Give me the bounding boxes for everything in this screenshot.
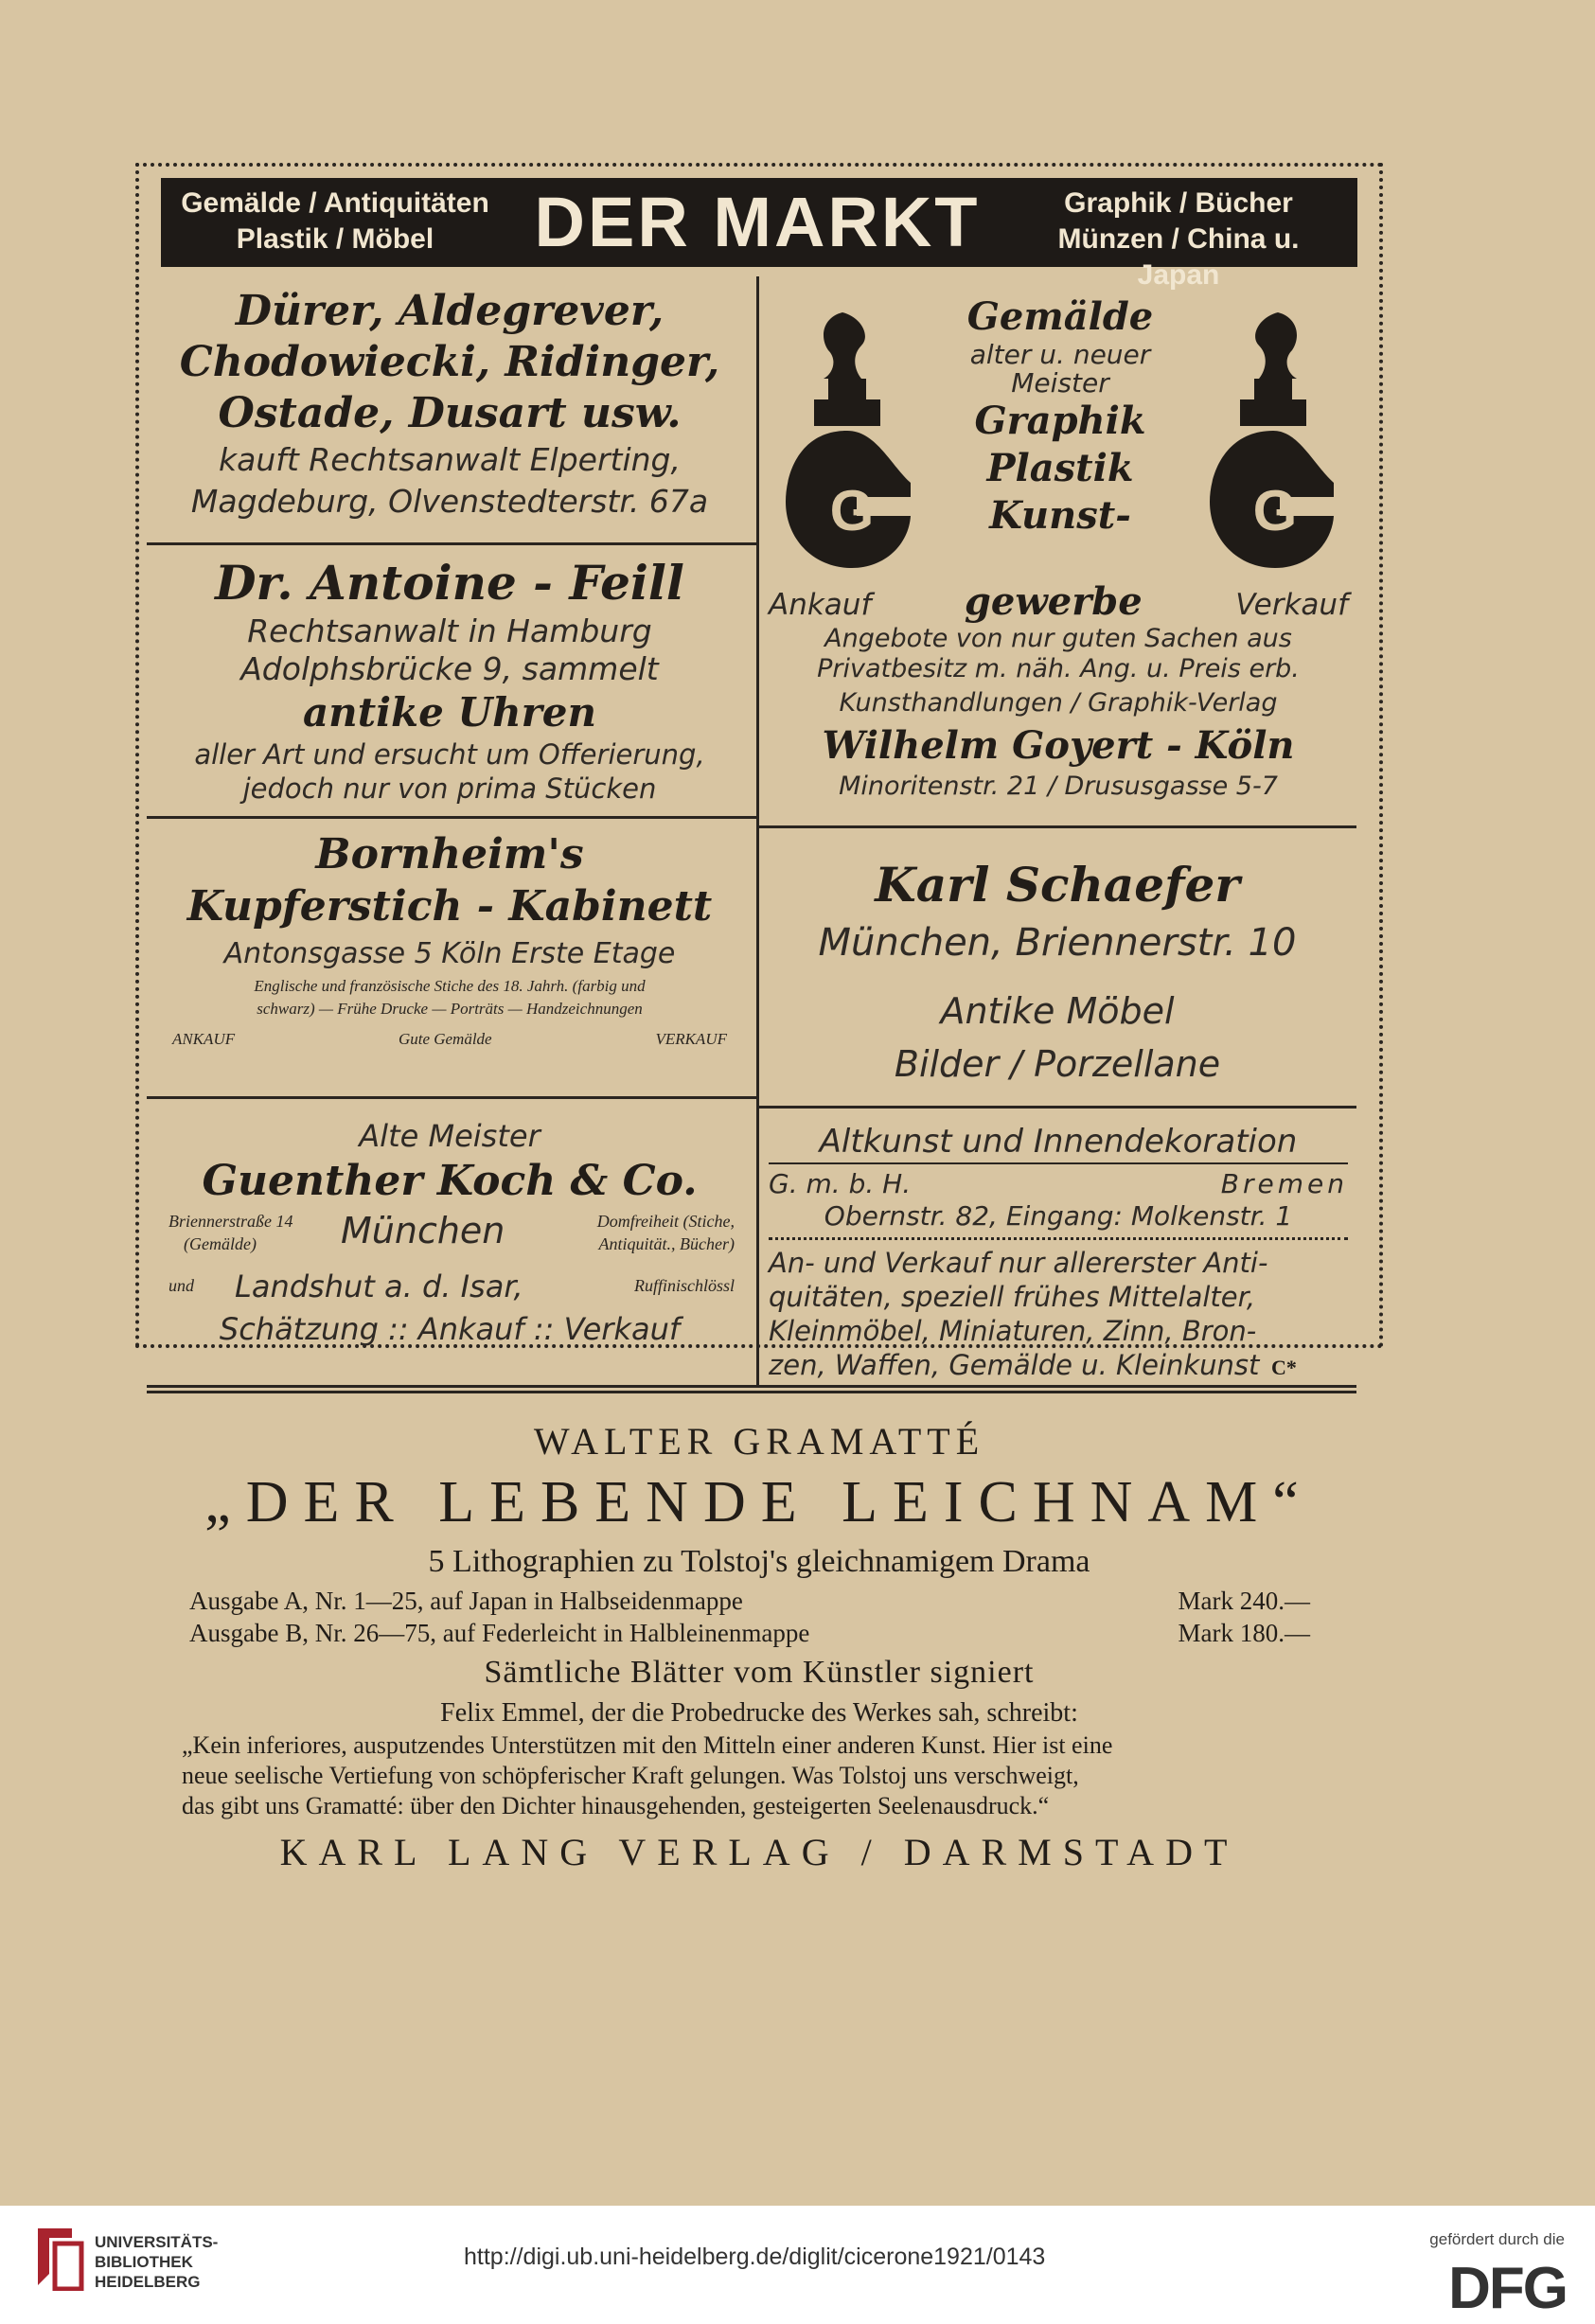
header-right — [1013, 186, 1344, 293]
ad3-ankauf-row — [769, 579, 1348, 624]
ad7-line3: An- und Verkauf nur allererster Anti- — [769, 1247, 1268, 1279]
ad8-edA: Ausgabe A, Nr. 1—25, auf Japan in Halbseidenmappe — [189, 1587, 743, 1615]
ad7-line4: quitäten, speziell frühes Mittelalter, — [769, 1281, 1256, 1313]
ad3-line5: Plastik — [986, 446, 1134, 490]
ad7-line6: zen, Waffen, Gemälde u. Kleinkunst — [769, 1349, 1260, 1381]
ad6-line1: Alte Meister — [359, 1118, 541, 1154]
ad1-line5: Magdeburg, Olvenstedterstr. 67a — [190, 483, 709, 520]
ad1-line2: Chodowiecki, Ridinger, — [179, 338, 720, 386]
ad-karl-schaefer — [765, 856, 1350, 1091]
header-left-line1: Gemälde / Antiquitäten — [181, 187, 489, 219]
university-line1: UNIVERSITÄTS- — [95, 2233, 219, 2251]
ad8-title: „DER LEBENDE LEICHNAM“ — [204, 1470, 1314, 1535]
ad7-line2: Obernstr. 82, Eingang: Molkenstr. 1 — [769, 1199, 1348, 1240]
ad8-author: WALTER GRAMATTÉ — [533, 1420, 985, 1463]
ad3-line6: Kunst- — [989, 493, 1131, 538]
ad8-edition-b — [161, 1617, 1357, 1649]
ad5-line3: Antike Möbel — [940, 990, 1175, 1032]
ad6-city: München — [341, 1210, 505, 1251]
g-logo-right-icon — [1207, 293, 1335, 577]
ad6-landshut-row — [151, 1268, 748, 1306]
ad2-line4: antike Uhren — [302, 689, 597, 736]
ad-goyert-lower — [769, 579, 1348, 804]
ad7-line5: Kleinmöbel, Miniaturen, Zinn, Bron- — [769, 1315, 1257, 1347]
ad8-edB: Ausgabe B, Nr. 26—75, auf Federleicht in Halbleinenmappe — [189, 1619, 810, 1647]
ad7-gmbh: G. m. b. H. — [769, 1168, 912, 1199]
ad8-edB-price: Mark 180.— — [1178, 1619, 1310, 1647]
g-logo-right-letter: G — [1252, 479, 1298, 542]
ad3-line10: Kunsthandlungen / Graphik-Verlag — [839, 688, 1278, 718]
ad8-subtitle: 5 Lithographien zu Tolstoj's gleichnamigem Drama — [428, 1544, 1090, 1579]
ad3-line7: gewerbe — [964, 579, 1143, 624]
ad6-line2: Guenther Koch & Co. — [202, 1157, 698, 1205]
ad8-publisher: KARL LANG VERLAG / DARMSTADT — [279, 1831, 1239, 1873]
ad4-line5: schwarz) — Frühe Drucke — Porträts — Handzeichnungen — [257, 1000, 643, 1018]
column-divider — [756, 276, 759, 1386]
divider-ad4 — [147, 1096, 756, 1099]
ad3-verkauf: Verkauf — [1235, 588, 1348, 622]
ad4-verkauf: VERKAUF — [655, 1030, 727, 1048]
ad6-left-b: (Gemälde) — [184, 1234, 257, 1253]
ad-altkunst — [769, 1121, 1348, 1382]
ad5-line4: Bilder / Porzellane — [894, 1043, 1221, 1085]
footer-bar — [0, 2206, 1595, 2324]
ad2-line5: aller Art und ersucht um Offerierung, — [194, 738, 705, 771]
ad3-line2: alter u. neuer — [969, 339, 1151, 370]
ad6-right-b: Antiquität., Bücher) — [598, 1234, 735, 1253]
ad6-und: und — [168, 1276, 194, 1295]
ad-gramatte — [161, 1418, 1357, 1884]
university-line3: HEIDELBERG — [95, 2273, 201, 2291]
header-right-line1: Graphik / Bücher — [1064, 187, 1293, 219]
ad3-line9: Privatbesitz m. näh. Ang. u. Preis erb. — [817, 654, 1300, 683]
divider-ad5 — [756, 1106, 1356, 1109]
g-logo-left-icon — [786, 293, 913, 577]
page-mark: C* — [1271, 1356, 1297, 1379]
market-header — [161, 178, 1357, 291]
ad4-mid: Gute Gemälde — [398, 1030, 492, 1048]
ad3-line3: Meister — [1011, 367, 1109, 399]
source-url-link[interactable]: http://digi.ub.uni-heidelberg.de/diglit/cicerone1921/0143 — [464, 2244, 1046, 2270]
ad4-line2: Kupferstich - Kabinett — [186, 882, 713, 931]
ad7-bremen: Bremen — [1220, 1168, 1348, 1199]
g-logo-left-letter: G — [829, 479, 875, 542]
ad6-left-a: Briennerstraße 14 — [168, 1212, 293, 1231]
ad8-signed: Sämtliche Blätter vom Künstler signiert — [484, 1655, 1035, 1690]
ad7-gmbh-row — [769, 1168, 1348, 1199]
ad-goyert-center — [923, 293, 1197, 540]
university-line2: BIBLIOTHEK — [95, 2253, 193, 2271]
divider-bottom-2 — [147, 1391, 1356, 1393]
ad3-ankauf: Ankauf — [769, 588, 872, 622]
divider-ad2 — [147, 816, 756, 819]
university-logo-icon — [34, 2226, 85, 2291]
ad8-quote-intro: Felix Emmel, der die Probedrucke des Werkes sah, schreibt: — [440, 1698, 1078, 1728]
ad-antoine-feill — [151, 554, 748, 806]
divider-ad1 — [147, 542, 756, 545]
ad-guenther-koch — [151, 1117, 748, 1352]
ad6-landshut: Landshut a. d. Isar, — [235, 1268, 523, 1304]
ad5-line2: München, Briennerstr. 10 — [818, 921, 1297, 965]
ad4-ankauf: ANKAUF — [172, 1030, 236, 1048]
ad2-line1: Dr. Antoine - Feill — [215, 555, 684, 611]
support-text: gefördert durch die — [1429, 2230, 1565, 2248]
university-name — [95, 2232, 218, 2292]
ad4-bottom-row — [151, 1020, 748, 1049]
ad3-line4: Graphik — [974, 399, 1146, 443]
divider-ad3 — [756, 825, 1356, 828]
ad1-line3: Ostade, Dusart usw. — [218, 389, 682, 437]
ad2-line3: Adolphsbrücke 9, sammelt — [240, 650, 659, 687]
ad-duerer — [151, 286, 748, 523]
ad1-line4: kauft Rechtsanwalt Elperting, — [219, 441, 681, 478]
ad6-ruff: Ruffinischlössl — [633, 1276, 735, 1295]
ad3-line12: Minoritenstr. 21 / Drususgasse 5-7 — [839, 772, 1278, 801]
ad8-quote2: neue seelische Vertiefung von schöpferischer Kraft gelungen. Was Tolstoj uns verschweigt, — [182, 1762, 1079, 1789]
divider-bottom — [147, 1385, 1356, 1388]
ad4-line3: Antonsgasse 5 Köln Erste Etage — [223, 937, 676, 970]
ad2-line6: jedoch nur von prima Stücken — [242, 772, 657, 805]
ad8-edition-a — [161, 1585, 1357, 1617]
ad6-line-last: Schätzung :: Ankauf :: Verkauf — [219, 1311, 681, 1347]
header-left-line2: Plastik / Möbel — [236, 223, 434, 255]
ad6-address-row — [151, 1208, 748, 1268]
ad3-line11: Wilhelm Goyert - Köln — [822, 723, 1295, 768]
ad1-line1: Dürer, Aldegrever, — [235, 287, 665, 335]
header-right-line2: Münzen / China u. Japan — [1057, 223, 1300, 291]
ad8-edA-price: Mark 240.— — [1178, 1587, 1310, 1615]
ad5-line1: Karl Schaefer — [875, 857, 1240, 913]
ad8-quote3: das gibt uns Gramatté: über den Dichter hinausgehenden, gesteigerten Seelenausdruck.“ — [182, 1792, 1050, 1819]
ad4-line1: Bornheim's — [315, 830, 584, 878]
ad7-line1: Altkunst und Innendekoration — [769, 1121, 1348, 1164]
ad3-line8: Angebote von nur guten Sachen aus — [824, 624, 1292, 653]
ad-bornheim — [151, 829, 748, 1049]
ad3-line1: Gemälde — [966, 294, 1154, 339]
ad2-line2: Rechtsanwalt in Hamburg — [247, 612, 652, 649]
dfg-logo: DFG — [1448, 2256, 1567, 2321]
header-title: DER MARKT — [534, 183, 981, 261]
header-left — [174, 186, 496, 257]
ad6-right-a: Domfreiheit (Stiche, — [596, 1212, 735, 1231]
ad4-line4: Englische und französische Stiche des 18. Jahrh. (farbig und — [254, 977, 646, 995]
ad8-quote1: „Kein inferiores, ausputzendes Unterstützen mit den Mitteln einer anderen Kunst. Hier ist eine — [182, 1731, 1113, 1759]
